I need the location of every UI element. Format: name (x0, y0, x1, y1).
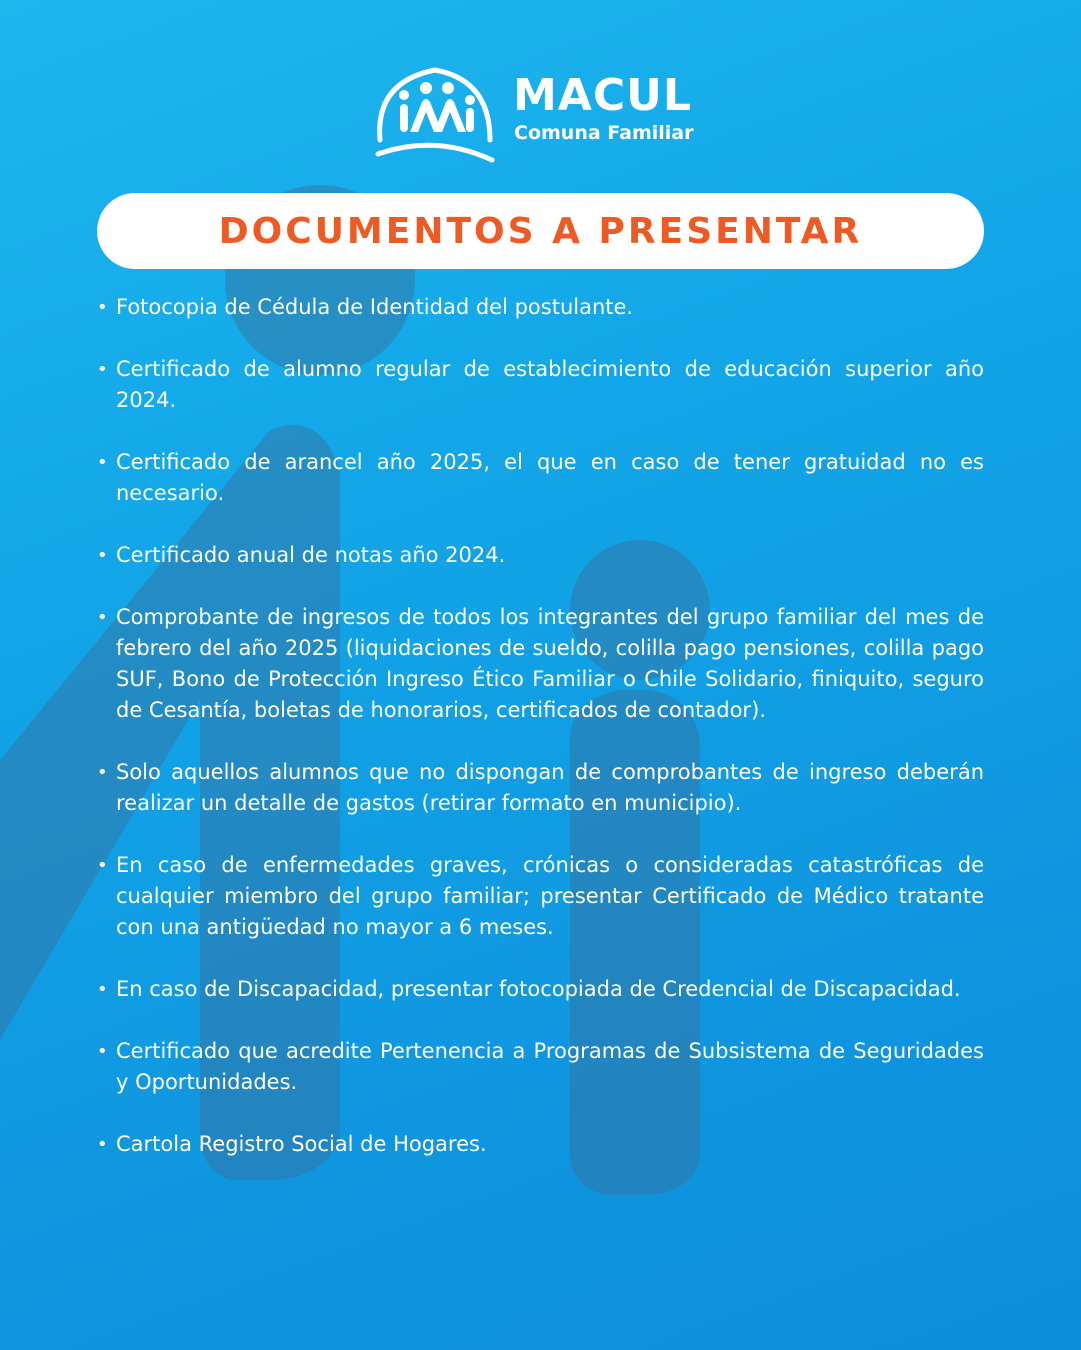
bullet-icon: • (97, 452, 108, 473)
bullet-icon: • (97, 762, 108, 783)
list-item (97, 1036, 984, 1098)
list-item-text: Comprobante de ingresos de todos los integrantes del grupo familiar del mes de febrero del año 2025 (liquidaciones de sueldo, colilla pago pensiones, colilla pago SUF, Bono de Protección Ingreso Ético Familiar o Chile Solidario, finiquito, seguro de Cesantía, boletas de honorarios, certificados de contador). (116, 605, 984, 722)
list-item (97, 447, 984, 509)
page-title: DOCUMENTOS A PRESENTAR (218, 210, 863, 252)
list-item-text: En caso de enfermedades graves, crónicas o consideradas catastróficas de cualquier miembro del grupo familiar; presentar Certificado de Médico tratante con una antigüedad no mayor a 6 meses. (116, 853, 984, 939)
list-item-text: Certificado de arancel año 2025, el que en caso de tener gratuidad no es necesario. (116, 450, 984, 505)
list-item (97, 850, 984, 943)
list-item-text: Fotocopia de Cédula de Identidad del postulante. (116, 295, 634, 319)
list-item-text: En caso de Discapacidad, presentar fotocopiada de Credencial de Discapacidad. (116, 977, 961, 1001)
list-item (97, 1129, 984, 1160)
list-item (97, 354, 984, 416)
list-item-text: Certificado anual de notas año 2024. (116, 543, 506, 567)
documents-list (97, 292, 984, 1191)
list-item-text: Certificado de alumno regular de establecimiento de educación superior año 2024. (116, 357, 984, 412)
bullet-icon: • (97, 545, 108, 566)
list-item (97, 602, 984, 726)
list-item-text: Cartola Registro Social de Hogares. (116, 1132, 487, 1156)
heading-banner (97, 193, 984, 269)
bullet-icon: • (97, 1041, 108, 1062)
macul-logo (370, 62, 730, 172)
bullet-icon: • (97, 855, 108, 876)
family-figures-icon (370, 62, 500, 172)
list-item (97, 540, 984, 571)
brand-name: MACUL (513, 70, 692, 121)
bullet-icon: • (97, 359, 108, 380)
list-item (97, 292, 984, 323)
bullet-icon: • (97, 1134, 108, 1155)
list-item-text: Certificado que acredite Pertenencia a Programas de Subsistema de Seguridades y Oportunidades. (116, 1039, 984, 1094)
list-item-text: Solo aquellos alumnos que no dispongan de comprobantes de ingreso deberán realizar un detalle de gastos (retirar formato en municipio). (116, 760, 984, 815)
bullet-icon: • (97, 979, 108, 1000)
bullet-icon: • (97, 297, 108, 318)
brand-tagline: Comuna Familiar (514, 122, 694, 144)
list-item (97, 757, 984, 819)
bullet-icon: • (97, 607, 108, 628)
list-item (97, 974, 984, 1005)
